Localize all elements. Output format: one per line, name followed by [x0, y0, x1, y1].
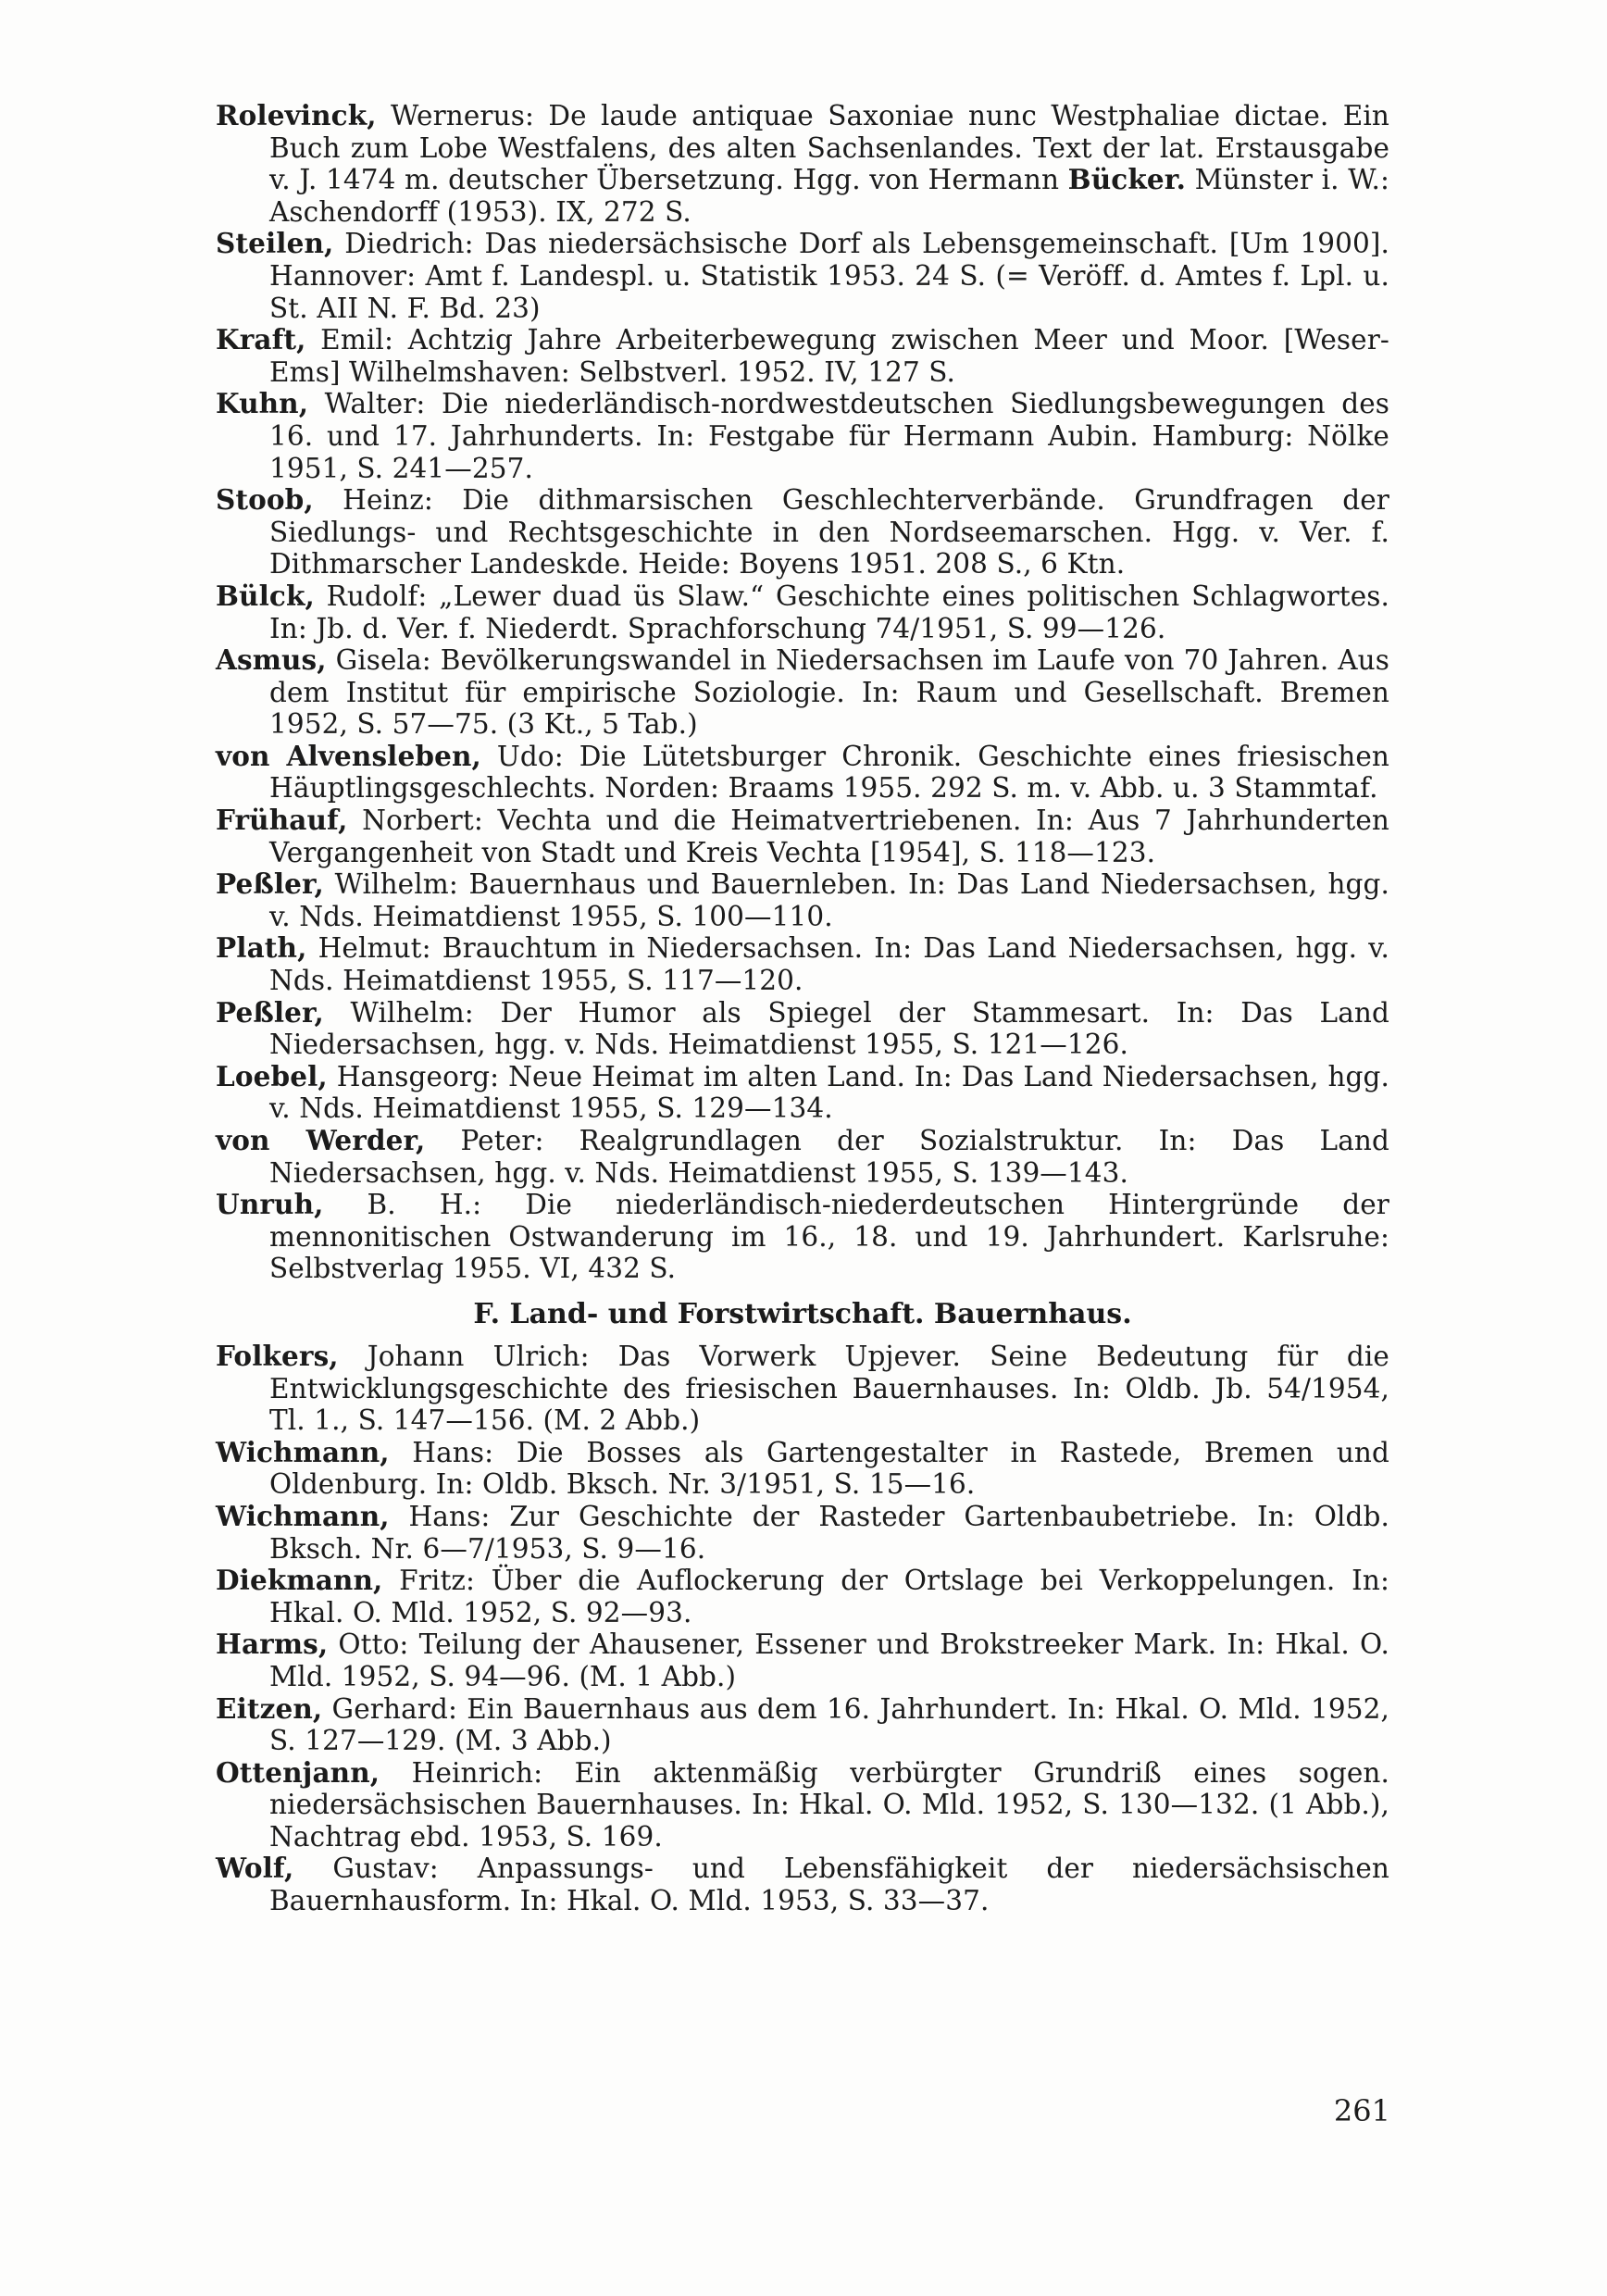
bibliography-entry — [216, 324, 1389, 388]
bibliography-entry — [216, 1189, 1389, 1285]
entry-text: Heinrich: Ein aktenmäßig verbürgter Grundriß eines sogen. niedersächsischen Bauernhauses. In: Hkal. O. Mld. 1952, S. 130—132. (1 Abb.), Nachtrag ebd. 1953, S. 169. — [269, 1756, 1389, 1853]
entry-text: Hansgeorg: Neue Heimat im alten Land. In: Das Land Niedersachsen, hgg. v. Nds. Heimatdienst 1955, S. 129—134. — [269, 1060, 1389, 1125]
bibliography-content — [216, 100, 1389, 1917]
bibliography-entry — [216, 644, 1389, 741]
entry-author: Diekmann, — [216, 1564, 383, 1597]
entry-author: Wichmann, — [216, 1435, 390, 1468]
bibliography-entry — [216, 1125, 1389, 1189]
entry-author: Unruh, — [216, 1188, 324, 1221]
bibliography-entry — [216, 484, 1389, 580]
entry-text: Wilhelm: Der Humor als Spiegel der Stammesart. In: Das Land Niedersachsen, hgg. v. Nds. Heimatdienst 1955, S. 121—126. — [269, 996, 1389, 1061]
entry-author: Stoob, — [216, 483, 314, 517]
entry-text: Wernerus: De laude antiquae Saxoniae nunc Westphaliae dictae. Ein Buch zum Lobe Westfalens, des alten Sachsenlandes. Text der lat. Erstausgabe v. J. 1474 m. deutscher Übersetzung. Hgg. von Hermann — [269, 100, 1389, 196]
entry-text: Peter: Realgrundlagen der Sozialstruktur. In: Das Land Niedersachsen, hgg. v. Nds. Heimatdienst 1955, S. 139—143. — [269, 1125, 1390, 1189]
entry-author: Steilen, — [216, 227, 334, 260]
entry-text: Wilhelm: Bauernhaus und Bauernleben. In: Das Land Niedersachsen, hgg. v. Nds. Heimatdienst 1955, S. 100—110. — [269, 868, 1389, 932]
entry-text: Hans: Die Bosses als Gartengestalter in Rastede, Bremen und Oldenburg. In: Oldb. Bksch. Nr. 3/1951, S. 15—16. — [269, 1436, 1389, 1501]
entry-text: Diedrich: Das niedersächsische Dorf als Lebensgemeinschaft. [Um 1900]. Hannover: Amt f. Landespl. u. Statistik 1953. 24 S. (= Veröff. d. Amtes f. Lpl. u. St. AII N. F. Bd. 23) — [269, 228, 1389, 324]
entry-text: Helmut: Brauchtum in Niedersachsen. In: Das Land Niedersachsen, hgg. v. Nds. Heimatdienst 1955, S. 117—120. — [269, 932, 1389, 997]
entry-author: Ottenjann, — [216, 1755, 380, 1789]
entry-text: Udo: Die Lütetsburger Chronik. Geschichte eines friesischen Häuptlingsgeschlechts. Norden: Braams 1955. 292 S. m. v. Abb. u. 3 Stammtaf. — [269, 740, 1389, 805]
entry-author: Folkers, — [216, 1339, 339, 1372]
bibliography-entry — [216, 228, 1389, 324]
entry-text: Hans: Zur Geschichte der Rasteder Gartenbaubetriebe. In: Oldb. Bksch. Nr. 6—7/1953, S. 9—16. — [269, 1500, 1389, 1565]
entry-author: Bülck, — [216, 579, 315, 612]
entry-text: Emil: Achtzig Jahre Arbeiterbewegung zwischen Meer und Moor. [Weser-Ems] Wilhelmshaven: Selbstverl. 1952. IV, 127 S. — [269, 324, 1389, 388]
section-heading: F. Land- und Forstwirtschaft. Bauernhaus. — [473, 1297, 1132, 1330]
entry-text: Gisela: Bevölkerungswandel in Niedersachsen im Laufe von 70 Jahren. Aus dem Institut für empirische Soziologie. In: Raum und Gesellschaft. Bremen 1952, S. 57—75. (3 Kt., 5 Tab.) — [269, 644, 1389, 741]
entry-author: Wichmann, — [216, 1499, 390, 1532]
entry-text: Fritz: Über die Auflockerung der Ortslage bei Verkoppelungen. In: Hkal. O. Mld. 1952, S. 92—93. — [269, 1565, 1389, 1628]
entry-author: Kuhn, — [216, 387, 309, 420]
entry-author: Asmus, — [216, 643, 327, 677]
entry-text: B. H.: Die niederländisch-niederdeutschen Hintergründe der mennonitischen Ostwanderung im 16., 18. und 19. Jahrhundert. Karlsruhe: Selbstverlag 1955. VI, 432 S. — [269, 1189, 1389, 1285]
entry-author: Eitzen, — [216, 1691, 323, 1725]
entry-author: Peßler, — [216, 867, 324, 901]
entry-text: Heinz: Die dithmarsischen Geschlechterverbände. Grundfragen der Siedlungs- und Rechtsgeschichte in den Nordseemarschen. Hgg. v. Ver. f. Dithmarscher Landeskde. Heide: Boyens 1951. 208 S., 6 Ktn. — [269, 484, 1389, 580]
entry-author: von Alvensleben, — [216, 739, 481, 772]
entry-author: Rolevinck, — [216, 99, 377, 131]
bibliography-entry — [216, 1628, 1389, 1692]
bibliography-entry — [216, 1565, 1389, 1628]
bibliography-entry — [216, 997, 1389, 1061]
bibliography-entry — [216, 932, 1389, 996]
entry-author: Loebel, — [216, 1059, 328, 1092]
entry-text: Johann Ulrich: Das Vorwerk Upjever. Seine Bedeutung für die Entwicklungsgeschichte des friesischen Bauernhauses. In: Oldb. Jb. 54/1954, Tl. 1., S. 147—156. (M. 2 Abb.) — [269, 1340, 1389, 1437]
entry-text-after: Münster i. W.: Aschendorff (1953). IX, 272 S. — [269, 164, 1390, 228]
bibliography-entry — [216, 580, 1389, 644]
entry-author: Wolf, — [216, 1852, 294, 1885]
entry-text: Norbert: Vechta und die Heimatvertriebenen. In: Aus 7 Jahrhunderten Vergangenheit von Stadt und Kreis Vechta [1954], S. 118—123. — [269, 805, 1389, 868]
entry-text: Walter: Die niederländisch-nordwestdeutschen Siedlungsbewegungen des 16. und 17. Jahrhunderts. In: Festgabe für Hermann Aubin. Hamburg: Nölke 1951, S. 241—257. — [269, 388, 1389, 484]
bibliography-entry — [216, 868, 1389, 932]
entry-text: Otto: Teilung der Ahausener, Essener und Brokstreeker Mark. In: Hkal. O. Mld. 1952, S. 94—96. (M. 1 Abb.) — [269, 1628, 1389, 1692]
entry-author: Frühauf, — [216, 804, 348, 837]
entry-author: Peßler, — [216, 995, 324, 1029]
bibliography-entry — [216, 388, 1389, 484]
page-number: 261 — [1333, 2093, 1390, 2128]
entry-author: Plath, — [216, 931, 307, 965]
bibliography-entry — [216, 1061, 1389, 1125]
entry-text: Rudolf: „Lewer duad üs Slaw.“ Geschichte eines politischen Schlagwortes. In: Jb. d. Ver. f. Niederdt. Sprachforschung 74/1951, S. 99—126. — [269, 580, 1389, 644]
bibliography-entry — [216, 1341, 1389, 1437]
entry-editor: Bücker. — [1067, 163, 1187, 196]
bibliography-entry — [216, 100, 1389, 228]
entry-text: Gustav: Anpassungs- und Lebensfähigkeit der niedersächsischen Bauernhausform. In: Hkal. O. Mld. 1953, S. 33—37. — [269, 1853, 1389, 1917]
entry-author: Kraft, — [216, 323, 306, 356]
bibliography-entry — [216, 1693, 1389, 1757]
entry-text: Gerhard: Ein Bauernhaus aus dem 16. Jahrhundert. In: Hkal. O. Mld. 1952, S. 127—129. (M. 3 Abb.) — [269, 1692, 1389, 1757]
entry-author: Harms, — [216, 1628, 329, 1661]
bibliography-entry — [216, 805, 1389, 868]
bibliography-entry — [216, 1501, 1389, 1565]
bibliography-entry — [216, 1437, 1389, 1501]
bibliography-entry — [216, 1853, 1389, 1916]
entry-author: von Werder, — [216, 1124, 426, 1156]
bibliography-entry — [216, 741, 1389, 805]
bibliography-entry — [216, 1757, 1389, 1853]
